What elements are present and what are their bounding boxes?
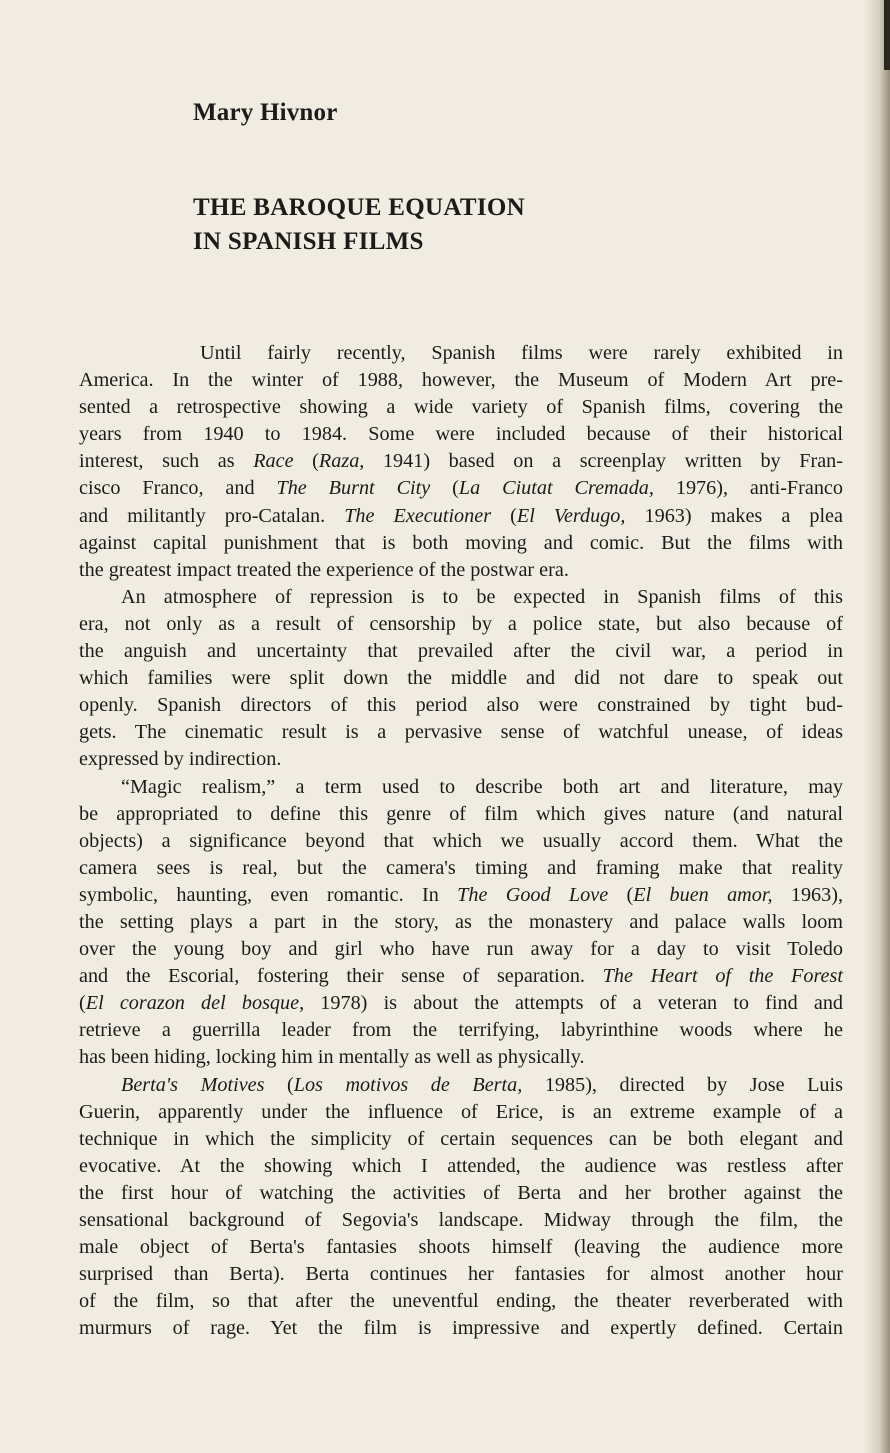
text-segment: interest, such as — [79, 450, 254, 473]
text-segment: male object of Berta's fantasies shoots himself (leaving the audience more — [79, 1236, 843, 1259]
text-segment: ( — [79, 992, 86, 1015]
text-line — [79, 475, 843, 502]
text-segment: “Magic realism,” a term used to describe both art and literature, may — [121, 775, 843, 798]
text-segment: camera sees is real, but the camera's timing and framing make that reality — [79, 856, 843, 879]
text-line — [79, 1234, 843, 1261]
text-segment: which families were split down the middle and did not dare to speak out — [79, 667, 843, 690]
text-line — [79, 340, 843, 367]
text-line — [79, 719, 843, 746]
text-segment: era, not only as a result of censorship by a police state, but also because of — [79, 612, 843, 635]
text-line — [79, 394, 843, 421]
text-segment: gets. The cinematic result is a pervasive sense of watchful unease, of ideas — [79, 721, 843, 744]
title-line: IN SPANISH FILMS — [193, 228, 424, 255]
text-line — [79, 1207, 843, 1234]
text-segment: ( — [264, 1073, 294, 1096]
film-title-italic: Race — [253, 450, 294, 473]
text-segment: ( — [293, 450, 319, 473]
text-segment: sensational background of Segovia's landscape. Midway through the film, the — [79, 1209, 843, 1231]
text-segment: 1978) is about the attempts of a veteran to find and — [304, 992, 844, 1015]
text-segment: expressed by indirection. — [79, 748, 282, 771]
film-title-italic: El corazon del bosque, — [85, 992, 305, 1015]
text-segment: objects) a significance beyond that which we usually accord them. What the — [79, 829, 843, 852]
article-title — [193, 191, 753, 259]
text-line — [79, 448, 843, 475]
text-line — [79, 828, 843, 855]
text-segment: 1941) based on a screenplay written by Fran- — [364, 450, 843, 473]
text-segment: the greatest impact treated the experience of the postwar era. — [79, 558, 569, 581]
text-line — [79, 1099, 843, 1126]
text-line — [79, 774, 843, 801]
text-line — [79, 882, 843, 909]
film-title-italic: The Executioner — [344, 504, 492, 527]
page-edge-mark — [884, 0, 890, 70]
text-segment: technique in which the simplicity of certain sequences can be both elegant and — [79, 1127, 843, 1150]
text-segment: ( — [430, 477, 459, 500]
text-line — [79, 1072, 843, 1099]
film-title-italic: El buen amor, — [633, 883, 773, 906]
film-title-italic: El Verdugo, — [516, 504, 626, 527]
text-segment: Until fairly recently, Spanish films were rarely exhibited in — [200, 342, 843, 364]
text-line — [79, 692, 843, 719]
article-body — [79, 340, 843, 1342]
text-line — [79, 530, 843, 557]
text-segment: the setting plays a part in the story, as the monastery and palace walls loom — [79, 910, 843, 933]
text-line — [79, 963, 843, 990]
text-segment: sented a retrospective showing a wide variety of Spanish films, covering the — [79, 396, 843, 419]
text-line — [79, 1044, 843, 1071]
text-line — [79, 1315, 843, 1342]
text-segment: and the Escorial, fostering their sense of separation. — [79, 965, 603, 988]
text-line — [79, 611, 843, 638]
text-line — [79, 746, 843, 773]
film-title-italic: Raza, — [318, 450, 365, 473]
text-segment: retrieve a guerrilla leader from the terrifying, labyrinthine woods where he — [79, 1019, 843, 1042]
text-segment: America. In the winter of 1988, however, the Museum of Modern Art pre- — [79, 369, 843, 392]
text-segment: the anguish and uncertainty that prevailed after the civil war, a period in — [79, 640, 843, 663]
text-segment: 1976), anti-Franco — [653, 477, 843, 500]
text-line — [79, 1126, 843, 1153]
text-segment: 1963) makes a plea — [625, 504, 843, 527]
text-line — [79, 1261, 843, 1288]
text-segment: Guerin, apparently under the influence of Erice, is an extreme example of a — [79, 1100, 843, 1123]
text-line — [79, 909, 843, 936]
film-title-italic: The Burnt City — [276, 477, 431, 500]
title-line: THE BAROQUE EQUATION — [193, 194, 525, 221]
page-edge-shadow — [864, 0, 890, 1453]
text-segment: the first hour of watching the activities of Berta and her brother against the — [79, 1181, 843, 1204]
text-line — [79, 855, 843, 882]
text-segment: of the film, so that after the uneventful ending, the theater reverberated with — [79, 1290, 843, 1313]
film-title-italic: Berta's Motives — [121, 1073, 265, 1096]
text-segment: ( — [608, 883, 634, 906]
text-line — [79, 801, 843, 828]
text-segment: over the young boy and girl who have run away for a day to visit Toledo — [79, 938, 843, 961]
film-title-italic: The Heart of the Forest — [602, 965, 843, 988]
text-line — [79, 1180, 843, 1207]
text-line — [79, 557, 843, 584]
text-line — [79, 1288, 843, 1315]
text-segment: has been hiding, locking him in mentally as well as physically. — [79, 1046, 585, 1069]
text-segment: surprised than Berta). Berta continues her fantasies for almost another hour — [79, 1263, 843, 1286]
text-segment: evocative. At the showing which I attended, the audience was restless after — [79, 1154, 843, 1177]
text-line — [79, 503, 843, 530]
film-title-italic: The Good Love — [457, 883, 609, 906]
text-line — [79, 584, 843, 611]
text-line — [79, 1017, 843, 1044]
text-segment: years from 1940 to 1984. Some were included because of their historical — [79, 423, 843, 446]
text-line — [79, 1153, 843, 1180]
text-line — [79, 638, 843, 665]
text-segment: against capital punishment that is both moving and comic. But the films with — [79, 531, 843, 554]
text-line — [79, 936, 843, 963]
text-segment: openly. Spanish directors of this period also were constrained by tight bud- — [79, 694, 843, 717]
text-segment: 1985), directed by Jose Luis — [522, 1073, 843, 1096]
text-line — [79, 990, 843, 1017]
author-name: Mary Hivnor — [193, 99, 338, 126]
text-segment: symbolic, haunting, even romantic. In — [79, 883, 458, 906]
film-title-italic: Los motivos de Berta, — [293, 1073, 523, 1096]
text-segment: be appropriated to define this genre of film which gives nature (and natural — [79, 802, 843, 825]
text-segment: ( — [491, 504, 517, 527]
text-segment: 1963), — [772, 883, 843, 906]
text-line — [79, 421, 843, 448]
film-title-italic: La Ciutat Cremada, — [458, 477, 654, 500]
text-line — [79, 367, 843, 394]
text-line — [79, 665, 843, 692]
text-segment: An atmosphere of repression is to be expected in Spanish films of this — [121, 585, 843, 608]
text-segment: cisco Franco, and — [79, 477, 277, 500]
text-segment: and militantly pro-Catalan. — [79, 504, 345, 527]
text-segment: murmurs of rage. Yet the film is impressive and expertly defined. Certain — [79, 1317, 843, 1340]
